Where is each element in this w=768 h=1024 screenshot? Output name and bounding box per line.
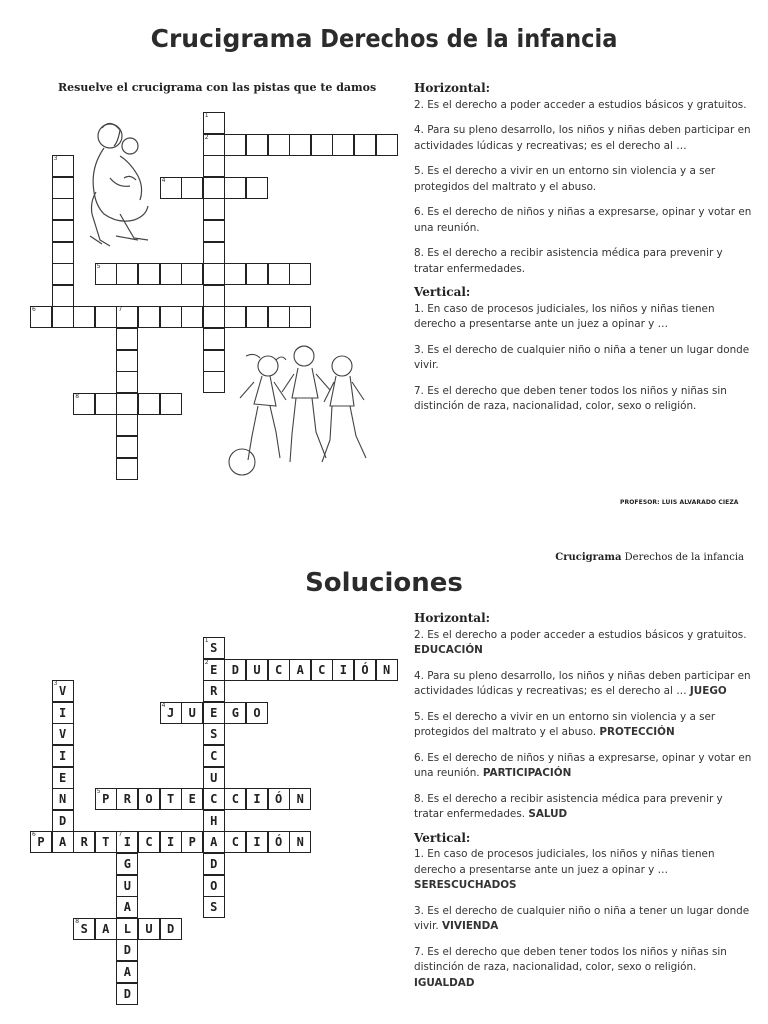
crossword-cell[interactable] <box>52 285 74 307</box>
crossword-cell[interactable] <box>138 263 160 285</box>
solutions-title: Soluciones <box>305 568 463 598</box>
cell-letter: D <box>210 857 218 871</box>
crossword-cell <box>203 723 225 745</box>
crossword-cell <box>73 831 95 853</box>
crossword-cell[interactable] <box>52 198 74 220</box>
crossword-cell[interactable] <box>203 285 225 307</box>
crossword-cell[interactable] <box>203 350 225 372</box>
solution-clues-panel <box>414 611 754 1001</box>
cell-letter: A <box>123 965 131 979</box>
cell-letter: I <box>253 792 261 807</box>
cell-letter: G <box>231 705 239 720</box>
crossword-cell <box>203 875 225 897</box>
crossword-cell[interactable] <box>311 134 333 156</box>
crossword-cell <box>52 831 74 853</box>
cell-letter: P <box>37 835 45 850</box>
cell-letter: U <box>145 921 153 936</box>
crossword-cell <box>30 831 52 853</box>
clue-number: 4 <box>161 176 166 184</box>
crossword-cell[interactable] <box>30 306 52 328</box>
clue-number: 6 <box>32 831 36 839</box>
crossword-cell <box>224 659 246 681</box>
crossword-cell[interactable] <box>73 306 95 328</box>
crossword-cell[interactable] <box>332 134 354 156</box>
crossword-cell[interactable] <box>116 371 138 393</box>
crossword-cell[interactable] <box>289 306 311 328</box>
crossword-cell <box>354 659 376 681</box>
instruction-text: Resuelve el crucigrama con las pistas que te damos <box>58 81 377 94</box>
cell-letter: U <box>123 878 131 893</box>
crossword-cell[interactable] <box>52 306 74 328</box>
cell-letter: H <box>210 813 218 828</box>
cell-letter: T <box>102 835 110 850</box>
cell-letter: E <box>210 662 218 677</box>
crossword-cell[interactable] <box>52 220 74 242</box>
mother-child-illustration <box>80 118 160 253</box>
crossword-cell[interactable] <box>73 393 95 415</box>
crossword-cell <box>116 831 138 853</box>
crossword-cell[interactable] <box>246 177 268 199</box>
professor-credit: PROFESOR: LUIS ALVARADO CIEZA <box>620 499 739 506</box>
clue-horizontal-8: 8. Es el derecho a recibir asistencia médica para prevenir y tratar enfermedades. <box>414 247 723 275</box>
crossword-cell[interactable] <box>203 242 225 264</box>
crossword-cell <box>138 918 160 940</box>
crossword-cell[interactable] <box>224 134 246 156</box>
cell-letter: Ó <box>361 662 369 677</box>
clue-number: 7 <box>118 306 123 314</box>
cell-letter: D <box>166 921 175 936</box>
cell-letter: E <box>58 770 67 785</box>
vertical-heading: Vertical: <box>414 285 471 299</box>
cell-letter: C <box>231 835 239 850</box>
crossword-cell <box>181 788 203 810</box>
clue-number: 3 <box>53 680 58 688</box>
crossword-cell <box>52 723 74 745</box>
cell-letter: D <box>123 943 131 958</box>
crossword-cell[interactable] <box>181 263 203 285</box>
cell-letter: I <box>58 705 67 720</box>
crossword-cell[interactable] <box>52 155 74 177</box>
crossword-cell[interactable] <box>160 263 182 285</box>
clue-number: 8 <box>75 917 80 925</box>
cell-letter: I <box>123 835 131 850</box>
cell-letter: U <box>188 705 196 720</box>
crossword-cell[interactable] <box>160 393 182 415</box>
clue-horizontal-2: 2. Es el derecho a poder acceder a estudios básicos y gratuitos. <box>414 98 747 111</box>
crossword-cell <box>116 918 138 940</box>
page-title: Crucigrama Derechos de la infancia <box>150 24 618 53</box>
solution-horizontal-4: 4. Para su pleno desarrollo, los niños y niñas deben participar en actividades lúdicas y recreativas; es el derecho al … JUEGO <box>414 669 751 697</box>
crossword-cell[interactable] <box>268 306 290 328</box>
crossword-cell <box>289 788 311 810</box>
crossword-cell[interactable] <box>376 134 398 156</box>
crossword-cell <box>224 788 246 810</box>
crossword-cell[interactable] <box>246 263 268 285</box>
clue-horizontal-5: 5. Es el derecho a vivir en un entorno sin violencia y a ser protegidos del maltrato y el abuso. <box>414 165 716 193</box>
crossword-cell <box>203 659 225 681</box>
crossword-cell[interactable] <box>203 155 225 177</box>
cell-letter: A <box>296 662 304 677</box>
crossword-cell[interactable] <box>181 177 203 199</box>
crossword-cell[interactable] <box>246 306 268 328</box>
crossword-cell <box>160 918 182 940</box>
solution-vertical-heading: Vertical: <box>414 830 471 845</box>
crossword-cell[interactable] <box>52 177 74 199</box>
crossword-cell[interactable] <box>95 263 117 285</box>
clue-vertical-1: 1. En caso de procesos judiciales, los niños y niñas tienen derecho a presentarse ante un juez a opinar y … <box>414 302 715 330</box>
cell-letter: A <box>58 835 67 850</box>
crossword-cell <box>116 788 138 810</box>
crossword-cell <box>116 896 138 918</box>
crossword-cell <box>376 659 398 681</box>
crossword-cell[interactable] <box>138 393 160 415</box>
cell-letter: D <box>231 662 239 677</box>
crossword-cell <box>52 680 74 702</box>
clue-number: 1 <box>204 112 209 119</box>
crossword-cell <box>181 702 203 724</box>
crossword-cell[interactable] <box>116 328 138 350</box>
cell-letter: C <box>210 792 218 807</box>
children-playing-illustration <box>220 342 390 482</box>
horizontal-heading: Horizontal: <box>414 81 491 95</box>
cell-letter: A <box>210 835 218 850</box>
crossword-cell <box>160 788 182 810</box>
cell-letter: I <box>58 749 67 763</box>
clue-horizontal-6: 6. Es el derecho de niños y niñas a expresarse, opinar y votar en una reunión. <box>414 206 752 234</box>
crossword-cell <box>203 896 225 918</box>
crossword-cell[interactable] <box>116 458 138 480</box>
cell-letter: R <box>80 835 88 850</box>
crossword-cell <box>138 831 160 853</box>
crossword-cell <box>95 831 117 853</box>
crossword-cell <box>203 680 225 702</box>
crossword-cell <box>181 831 203 853</box>
cell-letter: T <box>166 792 175 807</box>
crossword-cell <box>289 831 311 853</box>
crossword-cell[interactable] <box>138 306 160 328</box>
cell-letter: S <box>210 900 218 915</box>
crossword-cell[interactable] <box>289 263 311 285</box>
clue-number: 3 <box>53 155 58 163</box>
clue-number: 4 <box>161 701 166 709</box>
crossword-cell <box>116 853 138 875</box>
crossword-cell[interactable] <box>52 263 74 285</box>
crossword-cell <box>116 961 138 983</box>
cell-letter: R <box>123 792 131 807</box>
crossword-cell <box>52 788 74 810</box>
crossword-cell <box>224 702 246 724</box>
cell-letter: I <box>339 662 347 677</box>
crossword-cell <box>116 983 138 1005</box>
crossword-cell <box>52 702 74 724</box>
crossword-cell[interactable] <box>181 306 203 328</box>
cell-letter: C <box>318 662 326 677</box>
crossword-cell[interactable] <box>203 134 225 156</box>
solution-vertical-1: 1. En caso de procesos judiciales, los niños y niñas tienen derecho a presentarse ante un juez a opinar y … SERESCUCHADOS <box>414 848 715 891</box>
cell-letter: V <box>58 684 67 699</box>
cell-letter: C <box>145 835 153 850</box>
crossword-cell <box>160 702 182 724</box>
crossword-cell[interactable] <box>224 306 246 328</box>
crossword-cell[interactable] <box>52 242 74 264</box>
crossword-cell <box>95 918 117 940</box>
solution-horizontal-5: 5. Es el derecho a vivir en un entorno sin violencia y a ser protegidos del maltrato y el abuso. PROTECCIÓN <box>414 710 716 738</box>
crossword-cell[interactable] <box>203 112 225 134</box>
clue-number: 1 <box>204 637 209 644</box>
crossword-cell[interactable] <box>268 263 290 285</box>
cell-letter: A <box>102 921 110 936</box>
cell-letter: D <box>58 813 67 828</box>
cell-letter: D <box>123 986 131 1001</box>
crossword-cell <box>203 767 225 789</box>
crossword-cell <box>311 659 333 681</box>
cell-letter: S <box>210 641 218 655</box>
crossword-cell <box>203 637 225 659</box>
crossword-cell <box>289 659 311 681</box>
cell-letter: S <box>80 921 88 936</box>
crossword-cell <box>246 702 268 724</box>
clue-number: 5 <box>96 788 101 796</box>
cell-letter: J <box>166 705 175 720</box>
crossword-cell <box>138 788 160 810</box>
crossword-cell <box>268 831 290 853</box>
crossword-cell <box>203 831 225 853</box>
clue-number: 6 <box>32 306 36 314</box>
solution-vertical-3: 3. Es el derecho de cualquier niño o niña a tener un lugar donde vivir. VIVIENDA <box>414 904 750 932</box>
cell-letter: E <box>188 792 196 807</box>
crossword-cell[interactable] <box>95 393 117 415</box>
cell-letter: C <box>274 662 283 677</box>
solution-horizontal-heading: Horizontal: <box>414 611 491 625</box>
clue-vertical-3: 3. Es el derecho de cualquier niño o niña a tener un lugar donde vivir. <box>414 343 750 371</box>
cell-letter: N <box>58 792 67 807</box>
crossword-cell <box>246 788 268 810</box>
cell-letter: Ó <box>274 835 283 850</box>
solution-vertical-7: 7. Es el derecho que deben tener todos los niños y niñas sin distinción de raza, nacionalidad, color, sexo o religión. IGUALDAD <box>414 945 727 989</box>
cell-letter: P <box>188 835 196 850</box>
crossword-cell[interactable] <box>203 263 225 285</box>
cell-letter: N <box>296 792 304 807</box>
cell-letter: A <box>123 900 131 915</box>
crossword-cell[interactable] <box>116 393 138 415</box>
crossword-cell <box>203 745 225 767</box>
cell-letter: O <box>210 878 218 893</box>
crossword-cell[interactable] <box>203 177 225 199</box>
cell-letter: I <box>253 835 261 850</box>
crossword-cell[interactable] <box>116 263 138 285</box>
crossword-cell[interactable] <box>116 350 138 372</box>
crossword-cell[interactable] <box>246 134 268 156</box>
cell-letter: G <box>123 857 131 871</box>
crossword-cell[interactable] <box>203 220 225 242</box>
clue-number: 2 <box>204 133 209 141</box>
crossword-cell[interactable] <box>116 436 138 458</box>
crossword-cell <box>268 788 290 810</box>
cell-letter: U <box>253 662 261 677</box>
crossword-cell[interactable] <box>203 198 225 220</box>
solution-horizontal-8: 8. Es el derecho a recibir asistencia médica para prevenir y tratar enfermedades. SALUD <box>414 792 723 820</box>
crossword-cell <box>332 659 354 681</box>
crossword-cell <box>224 831 246 853</box>
crossword-cell[interactable] <box>160 177 182 199</box>
cell-letter: O <box>253 705 261 720</box>
crossword-cell[interactable] <box>224 263 246 285</box>
cell-letter: S <box>210 727 218 742</box>
crossword-cell[interactable] <box>116 414 138 436</box>
crossword-cell[interactable] <box>289 134 311 156</box>
crossword-cell <box>52 767 74 789</box>
clue-number: 8 <box>75 392 80 400</box>
crossword-cell[interactable] <box>203 328 225 350</box>
clue-vertical-7: 7. Es el derecho que deben tener todos los niños y niñas sin distinción de raza, nacionalidad, color, sexo o religión. <box>414 384 727 412</box>
crossword-cell <box>203 853 225 875</box>
crossword-cell[interactable] <box>95 306 117 328</box>
cell-letter: R <box>210 684 218 699</box>
clue-number: 2 <box>204 658 209 666</box>
crossword-cell <box>246 831 268 853</box>
crossword-cell <box>73 918 95 940</box>
crossword-cell <box>95 788 117 810</box>
clue-number: 5 <box>96 263 101 271</box>
solution-horizontal-2: 2. Es el derecho a poder acceder a estudios básicos y gratuitos. EDUCACIÓN <box>414 628 747 656</box>
crossword-cell <box>203 702 225 724</box>
crossword-cell[interactable] <box>203 371 225 393</box>
crossword-cell[interactable] <box>268 134 290 156</box>
cell-letter: V <box>58 727 67 742</box>
cell-letter: N <box>296 835 304 850</box>
crossword-cell <box>203 810 225 832</box>
clue-horizontal-4: 4. Para su pleno desarrollo, los niños y niñas deben participar en actividades lúdicas y recreativas; es el derecho al … <box>414 124 751 152</box>
solution-horizontal-6: 6. Es el derecho de niños y niñas a expresarse, opinar y votar en una reunión. PARTICIPACIÓN <box>414 751 752 779</box>
crossword-cell <box>268 659 290 681</box>
cell-letter: L <box>123 921 131 936</box>
crossword-cell <box>52 745 74 767</box>
crossword-cell <box>246 659 268 681</box>
crossword-cell <box>203 788 225 810</box>
crossword-cell <box>116 939 138 961</box>
cell-letter: U <box>210 770 218 785</box>
crossword-cell <box>52 810 74 832</box>
cell-letter: E <box>210 705 218 720</box>
clue-number: 7 <box>118 831 123 839</box>
cell-letter: O <box>145 792 153 807</box>
cell-letter: C <box>210 749 218 763</box>
crossword-cell <box>160 831 182 853</box>
crossword-cell[interactable] <box>116 306 138 328</box>
cell-letter: C <box>231 792 239 807</box>
clues-panel <box>414 81 754 425</box>
cell-letter: I <box>166 835 175 850</box>
cell-letter: Ó <box>274 792 283 807</box>
crossword-cell[interactable] <box>354 134 376 156</box>
cell-letter: P <box>102 792 110 807</box>
crossword-cell[interactable] <box>203 306 225 328</box>
crossword-cell[interactable] <box>160 306 182 328</box>
cell-letter: N <box>382 662 391 677</box>
crossword-cell[interactable] <box>224 177 246 199</box>
solutions-header-small: Crucigrama Derechos de la infancia <box>555 552 744 563</box>
crossword-cell <box>116 875 138 897</box>
